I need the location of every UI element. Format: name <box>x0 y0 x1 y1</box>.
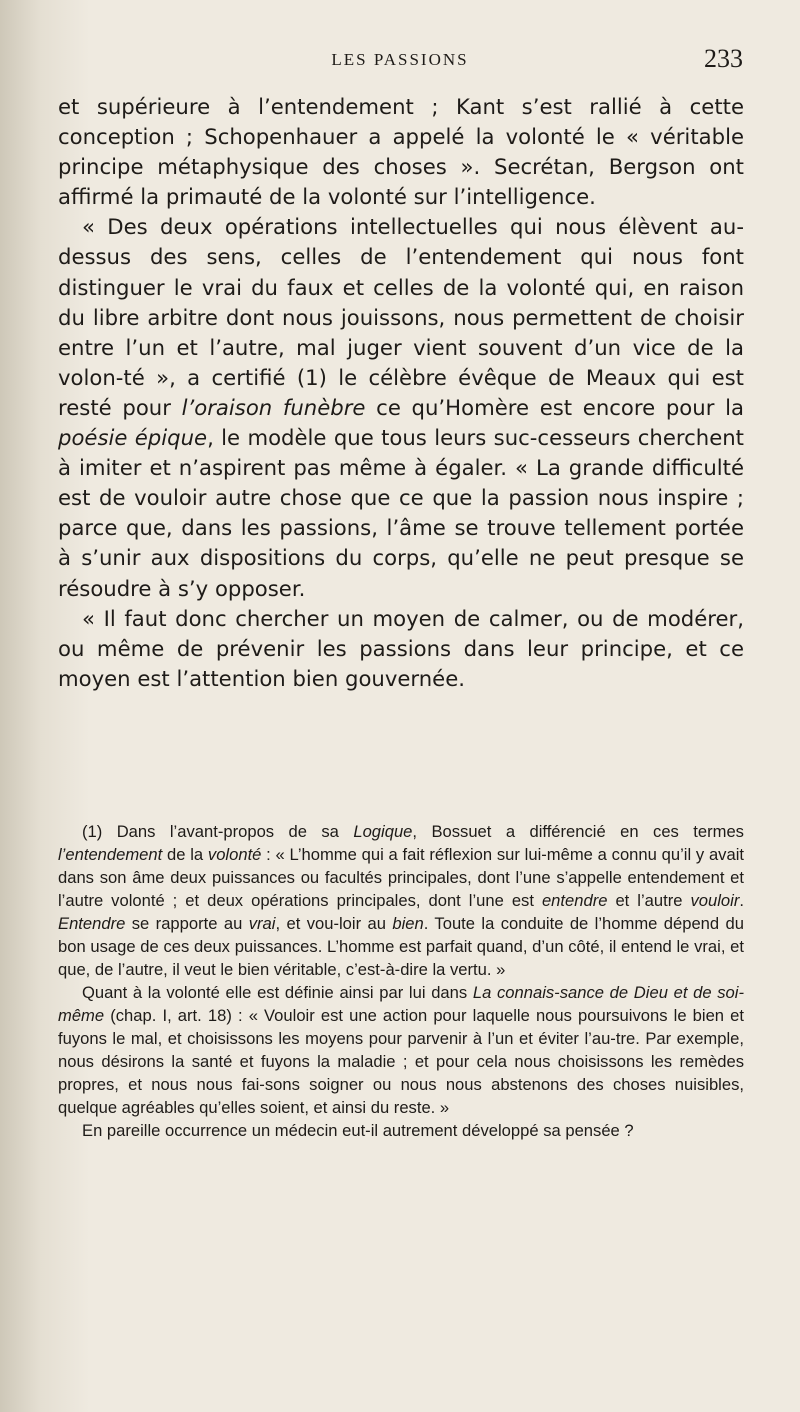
italic-entendre: entendre <box>541 891 608 910</box>
paragraph-1 <box>58 92 744 212</box>
italic-oraison-funebre: l’oraison funèbre <box>181 394 366 420</box>
footnote-3-text: En pareille occurrence un médecin eut-il autrement développé sa pensée ? <box>82 1121 634 1140</box>
footnote-1-text-h: , et vou-loir au <box>275 914 393 933</box>
footnote-1-text-c: de la <box>162 845 208 864</box>
main-text <box>58 92 744 694</box>
footnotes <box>58 820 744 1142</box>
footnote-2-text-b: (chap. I, art. 18) : « Vouloir est une action pour laquelle nous poursuivons le bien et fuyons le mal, et choisissons les moyens pour parvenir à l’un et éviter l’au-tre. Par exemple, nous désirons la santé et fuyons la maladie ; et pour cela nous choisissons les remèdes propres, et nous nous fai-sons soigner ou nous nous abstenons des choses nuisibles, quelque agréables qu’elles soient, et ainsi du reste. » <box>58 1006 744 1117</box>
italic-entendement: l’entendement <box>58 845 163 864</box>
paragraph-2-text-a: « Des deux opérations intellectuelles qui nous élèvent au-dessus des sens, celles de l’entendement qui nous font distinguer le vrai du faux et celles de la volonté qui, en raison du libre arbitre dont nous jouissons, nous permettent de choisir entre l’un et l’autre, mal juger vient souvent d’un vice de la volon-té », a certifié (1) le célèbre évêque de Meaux qui est resté pour <box>58 214 744 420</box>
paragraph-3 <box>58 604 744 694</box>
paragraph-3-text: « Il faut donc chercher un moyen de calmer, ou de modérer, ou même de prévenir les passions dans leur principe, et ce moyen est l’attention bien gouvernée. <box>58 605 744 691</box>
paragraph-1-text: et supérieure à l’entendement ; Kant s’est rallié à cette conception ; Schopenhauer a appelé la volonté le « véritable principe métaphysique des choses ». Secrétan, Bergson ont affirmé la primauté de la volonté sur l’intelligence. <box>58 94 744 210</box>
footnote-1-text-j: . Toute la conduite de l’homme dépend du bon usage de ces deux puissances. L’homme est parfait quand, d’un côté, il entend le vrai, et que, de l’autre, il veut le bien véritable, c’est-à-dire la vertu. » <box>58 914 744 979</box>
footnote-1-text-a: (1) Dans l’avant-propos de sa <box>82 822 354 841</box>
italic-vouloir: vouloir <box>690 891 740 910</box>
footnote-2 <box>58 981 744 1119</box>
italic-bien: bien <box>392 914 424 933</box>
page-number: 233 <box>704 44 743 73</box>
footnote-2-text-a: Quant à la volonté elle est définie ainsi par lui dans <box>82 983 473 1002</box>
footnote-3 <box>58 1119 744 1142</box>
paragraph-2 <box>58 212 744 603</box>
paragraph-2-text-c: , le modèle que tous leurs suc-cesseurs cherchent à imiter et n’aspirent pas même à égaler. « La grande difficulté est de vouloir autre chose que ce que la passion nous inspire ; parce que, dans les passions, l’âme se trouve tellement portée à s’unir aux dispositions du corps, qu’elle ne peut presque se résoudre à s’y opposer. <box>58 425 744 601</box>
running-title: LES PASSIONS <box>331 50 469 69</box>
italic-logique: Logique <box>353 822 413 841</box>
footnote-1-text-e: et l’autre <box>607 891 691 910</box>
italic-entendre-capital: Entendre <box>58 914 126 933</box>
paragraph-2-text-b: ce qu’Homère est encore pour la <box>365 394 744 420</box>
italic-connaissance-de-dieu: La connais-sance de Dieu et de soi-même <box>58 983 744 1025</box>
footnote-1-text-d: : « L’homme qui a fait réflexion sur lui-même a connu qu’il y avait dans son âme deux puissances ou facultés principales, dont l’une s’appelle entendement et l’autre volonté ; et deux opérations principales, dont l’une est <box>58 845 744 910</box>
italic-vrai: vrai <box>248 914 276 933</box>
footnote-1-text-f: . <box>739 891 744 910</box>
italic-volonte: volonté <box>207 845 262 864</box>
footnote-1 <box>58 820 744 981</box>
footnote-1-text-b: , Bossuet a différencié en ces termes <box>412 822 744 841</box>
italic-poesie-epique: poésie épique <box>58 425 208 451</box>
footnote-1-text-g: se rapporte au <box>125 914 249 933</box>
